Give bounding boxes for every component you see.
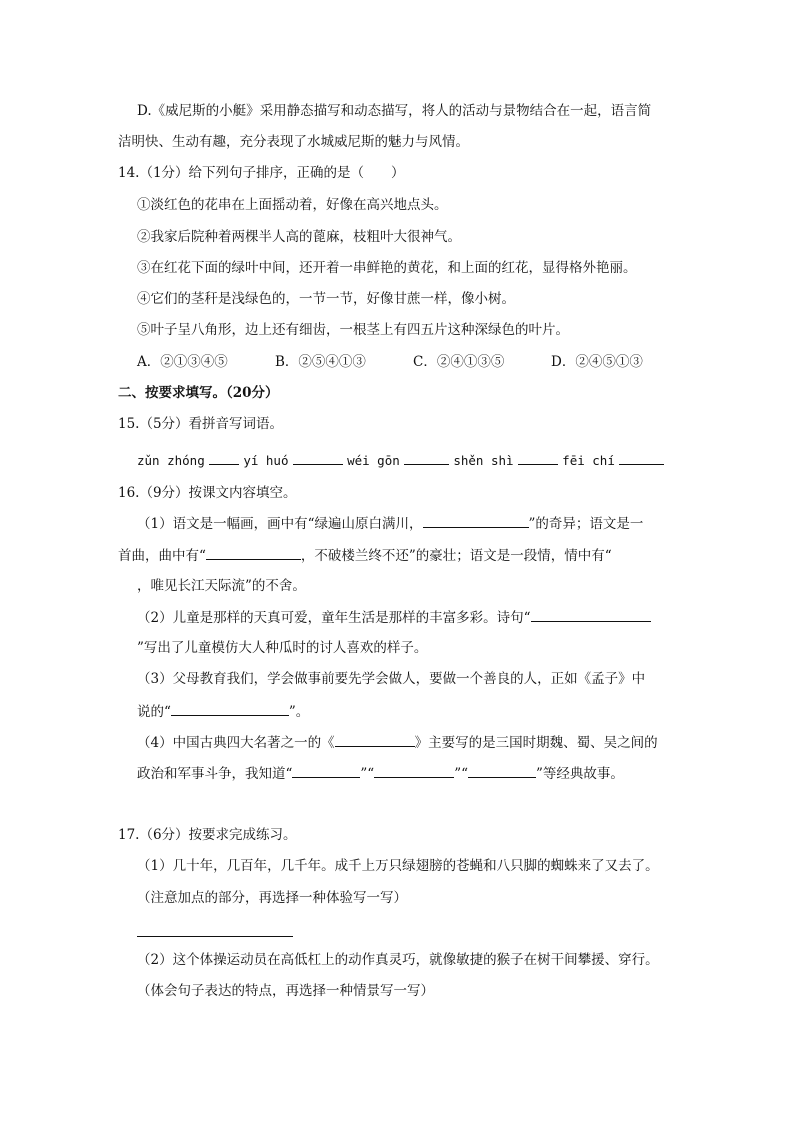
q16-part2-blank[interactable]: [531, 607, 651, 622]
q15-pinyin-4: shěn shì: [453, 453, 514, 468]
q15-answer-blank-4[interactable]: [518, 450, 558, 465]
q16-part4-text-f: ”等经典故事。: [536, 766, 624, 782]
q16-part4-line1: [137, 732, 658, 753]
q16-part3-text-c: ”。: [288, 704, 310, 720]
q14-sentence-3: ③在红花下面的绿叶中间，还开着一串鲜艳的黄花，和上面的红花，显得格外艳丽。: [137, 260, 637, 276]
q16-part3-text-b: 说的“: [137, 704, 171, 720]
q16-part1-line1: [137, 513, 643, 534]
q14-sentence-1: ①淡红色的花串在上面摇动着，好像在高兴地点头。: [137, 197, 448, 213]
q14-option-a[interactable]: A．②①③④⑤: [137, 354, 228, 370]
q16-part3-blank[interactable]: [171, 701, 289, 716]
q16-part4-text-c: 政治和军事斗争，我知道“: [137, 766, 293, 782]
q16-part4-text-a: （4）中国古典四大名著之一的《: [137, 735, 335, 751]
q15-stem: 15.（5分）看拼音写词语。: [118, 416, 284, 432]
q17-part2-instruction: （体会句子表达的特点，再选择一种情景写一写）: [137, 983, 434, 999]
q16-part1-line2: [118, 545, 612, 566]
q17-stem: 17.（6分）按要求完成练习。: [118, 827, 297, 843]
section-2-title: 二、按要求填写。（20分）: [118, 385, 279, 401]
q16-part3-line1: （3）父母教育我们，学会做事前要先学会做人，要做一个善良的人，正如《孟子》中: [137, 671, 646, 687]
q15-pinyin-2: yí huó: [243, 453, 289, 468]
q14-options: [137, 352, 643, 372]
q15-answer-blank-5[interactable]: [619, 450, 664, 465]
q16-part2-line1: [137, 607, 651, 628]
q16-part4-line2: [137, 763, 624, 784]
q16-part4-blank-story-1[interactable]: [292, 763, 360, 778]
q13-option-d-line2: 洁明快、生动有趣，充分表现了水城威尼斯的魅力与风情。: [118, 134, 469, 150]
q14-stem: 14.（1分）给下列句子排序，正确的是（ ）: [118, 165, 405, 181]
q15-pinyin-1: zǔn zhóng: [137, 453, 205, 468]
q16-part2-text-a: （2）儿童是那样的天真可爱，童年生活是那样的丰富多彩。诗句“: [137, 610, 531, 626]
q16-part1-blank-1[interactable]: [423, 513, 529, 528]
q16-part4-blank-book[interactable]: [335, 732, 415, 747]
q14-option-b[interactable]: B．②⑤④①③: [275, 354, 366, 370]
q15-answer-blank-1[interactable]: [209, 450, 239, 465]
q16-part4-text-e: ”“: [454, 766, 469, 782]
q14-option-c[interactable]: C．②④①③⑤: [413, 354, 505, 370]
q17-part2-sentence: （2）这个体操运动员在高低杠上的动作真灵巧，就像敏捷的猴子在树干间攀援、穿行。: [137, 952, 659, 968]
q13-option-d-line1: D.《威尼斯的小艇》采用静态描写和动态描写，将人的活动与景物结合在一起，语言简: [137, 103, 652, 119]
q17-part1-sentence: （1）几十年，几百年，几千年。成千上万只绿翅膀的苍蝇和八只脚的蜘蛛来了又去了。: [137, 858, 659, 874]
q15-answer-blank-3[interactable]: [404, 450, 449, 465]
q14-sentence-5: ⑤叶子呈八角形，边上还有细齿，一根茎上有四五片这种深绿色的叶片。: [137, 322, 569, 338]
q15-answer-blank-2[interactable]: [293, 450, 343, 465]
q16-part2-line2: ”写出了儿童模仿大人种瓜时的讨人喜欢的样子。: [137, 640, 428, 656]
q16-part4-blank-story-2[interactable]: [374, 763, 454, 778]
q16-part1-blank-2[interactable]: [206, 545, 301, 560]
q16-part4-text-b: 》主要写的是三国时期魏、蜀、吴之间的: [414, 735, 658, 751]
q14-sentence-4: ④它们的茎秆是浅绿色的，一节一节，好像甘蔗一样，像小树。: [137, 291, 515, 307]
q16-part3-line2: [137, 701, 309, 722]
q16-part1-text-c: 首曲，曲中有“: [118, 548, 206, 564]
q15-pinyin-5: fēi chí: [562, 453, 615, 468]
q16-stem: 16.（9分）按课文内容填空。: [118, 485, 297, 501]
q17-part1-instruction: （注意加点的部分，再选择一种体验写一写）: [137, 890, 407, 906]
q14-option-d[interactable]: D．②④⑤①③: [551, 354, 643, 370]
q16-part4-blank-story-3[interactable]: [468, 763, 536, 778]
q16-part1-text-a: （1）语文是一幅画，画中有“绿遍山原白满川，: [137, 516, 423, 532]
q15-pinyin-row: [137, 450, 664, 471]
q16-part4-text-d: ”“: [360, 766, 375, 782]
q16-part1-line3: ，唯见长江天际流”的不舍。: [137, 578, 306, 594]
q15-pinyin-3: wéi gōn: [347, 453, 400, 468]
q14-sentence-2: ②我家后院种着两棵半人高的蓖麻，枝粗叶大很神气。: [137, 229, 461, 245]
q17-part1-answer-line[interactable]: [137, 936, 293, 937]
q16-part1-text-d: ，不破楼兰终不还”的豪壮；语文是一段情，情中有“: [300, 548, 612, 564]
q16-part1-text-b: ”的奇异；语文是一: [528, 516, 644, 532]
